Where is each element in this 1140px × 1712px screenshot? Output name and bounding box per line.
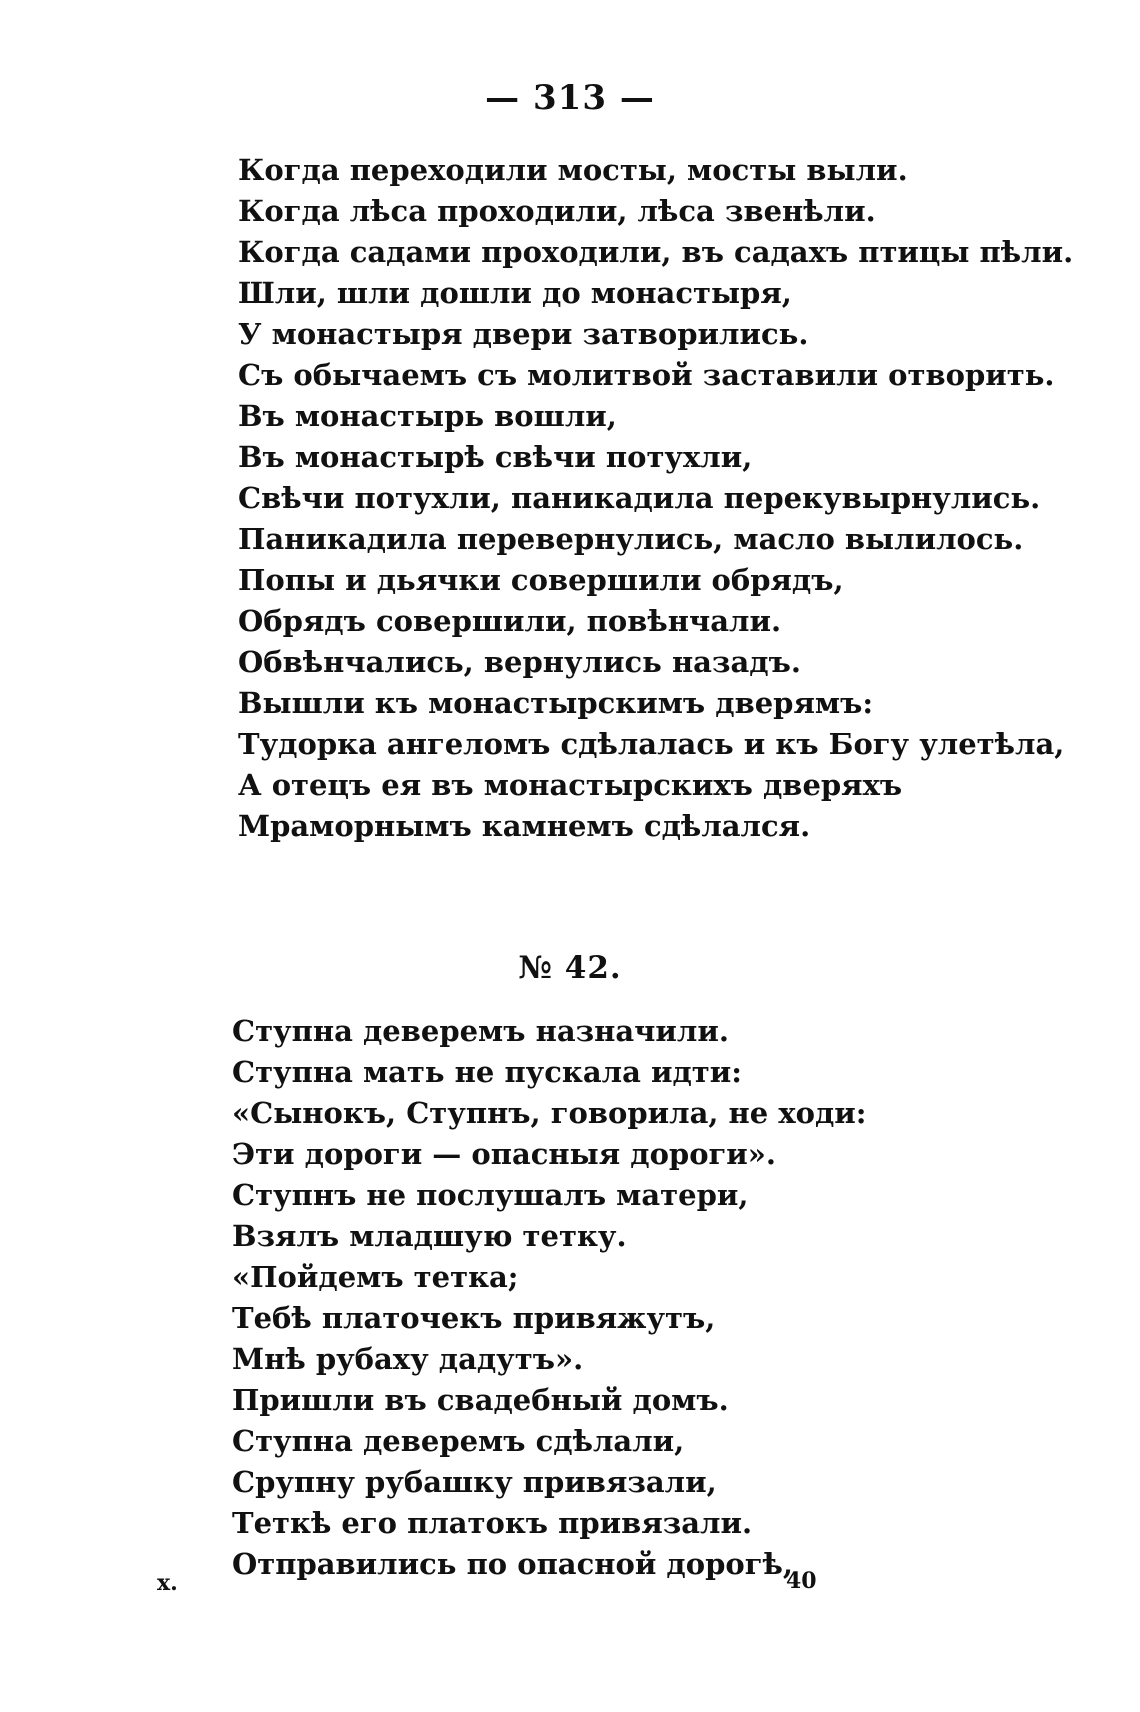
verse-line: Когда садами проходили, въ садахъ птицы пѣли.: [238, 235, 1074, 269]
verse-section-b: [232, 1011, 867, 1585]
verse-line: Когда лѣса проходили, лѣса звенѣли.: [238, 194, 876, 228]
verse-line: Свѣчи потухли, паникадила перекувырнулись.: [238, 481, 1041, 515]
verse-line: Ступнъ не послушалъ матери,: [232, 1178, 749, 1212]
verse-line: Ступна деверемъ сдѣлали,: [232, 1424, 685, 1458]
signature-mark: x.: [157, 1570, 178, 1596]
verse-line: Срупну рубашку привязали,: [232, 1465, 717, 1499]
verse-line: Съ обычаемъ съ молитвой заставили отворить.: [238, 358, 1055, 392]
verse-line: Пришли въ свадебный домъ.: [232, 1383, 729, 1417]
verse-section-a: [238, 150, 1073, 847]
verse-line: Обрядъ совершили, повѣнчали.: [238, 604, 782, 638]
verse-line: Когда переходили мосты, мосты выли.: [238, 153, 908, 187]
section-heading: № 42.: [518, 950, 622, 986]
verse-line: Взялъ младшую тетку.: [232, 1219, 627, 1253]
verse-line: Мнѣ рубаху дадутъ».: [232, 1342, 584, 1376]
verse-line: Мраморнымъ камнемъ сдѣлался.: [238, 809, 811, 843]
verse-line: Въ монастырь вошли,: [238, 399, 617, 433]
sheet-number: 40: [786, 1568, 817, 1594]
verse-line: Ступна мать не пускала идти:: [232, 1055, 742, 1089]
page-number: — 313 —: [485, 78, 655, 118]
verse-line: Попы и дьячки совершили обрядъ,: [238, 563, 844, 597]
verse-line: А отецъ ея въ монастырскихъ дверяхъ: [238, 768, 903, 802]
verse-line: «Пойдемъ тетка;: [232, 1260, 519, 1294]
verse-line: Обвѣнчались, вернулись назадъ.: [238, 645, 801, 679]
verse-line: Тебѣ платочекъ привяжутъ,: [232, 1301, 716, 1335]
verse-line: Тудорка ангеломъ сдѣлалась и къ Богу улетѣла,: [238, 727, 1065, 761]
verse-line: Отправились по опасной дорогѣ,: [232, 1547, 793, 1581]
verse-line: Ступна деверемъ назначили.: [232, 1014, 729, 1048]
verse-line: Шли, шли дошли до монастыря,: [238, 276, 792, 310]
verse-line: Теткѣ его платокъ привязали.: [232, 1506, 753, 1540]
verse-line: «Сынокъ, Ступнъ, говорила, не ходи:: [232, 1096, 867, 1130]
verse-line: Паникадила перевернулись, масло вылилось.: [238, 522, 1024, 556]
verse-line: Эти дороги — опасныя дороги».: [232, 1137, 777, 1171]
verse-line: Въ монастырѣ свѣчи потухли,: [238, 440, 753, 474]
verse-line: Вышли къ монастырскимъ дверямъ:: [238, 686, 874, 720]
verse-line: У монастыря двери затворились.: [238, 317, 809, 351]
